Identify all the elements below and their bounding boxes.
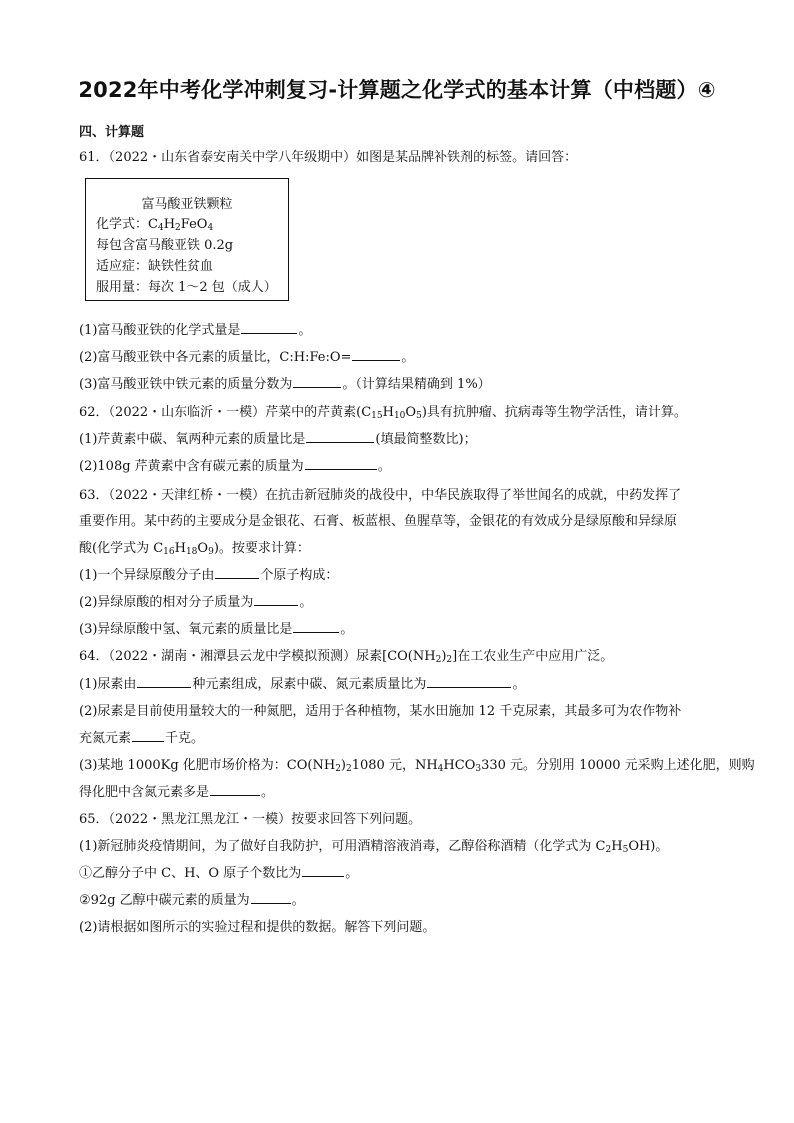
label-dosage: 服用量：每次 1～2 包（成人） — [96, 280, 277, 295]
question-64-stem: 64．（2022・湖南・湘潭县云龙中学模拟预测）尿素$[CO(NH_2)_2]$在工农业生产中应用广泛。 — [79, 649, 614, 665]
question-61-part-1: (1)富马酸亚铁的化学式量是 。 — [79, 323, 312, 338]
question-63-line-3: 酸(化学式为 $C_{16}H_{18}O_9$)。按要求计算： — [79, 541, 310, 557]
answer-blank[interactable] — [305, 457, 377, 470]
question-64-part-1: (1)尿素由 种元素组成，尿素中碳、氮元素质量比为 。 — [79, 677, 526, 692]
answer-blank[interactable] — [210, 783, 260, 796]
answer-blank[interactable] — [293, 620, 339, 633]
answer-blank[interactable] — [137, 675, 191, 688]
label-content: 每包含富马酸亚铁 0.2g — [96, 238, 234, 253]
question-63-part-3: (3)异绿原酸中氢、氧元素的质量比是 。 — [79, 622, 354, 637]
answer-blank[interactable] — [251, 891, 291, 904]
answer-blank[interactable] — [352, 348, 400, 361]
question-64-part-2-line-1: (2)尿素是目前使用量较大的一种氮肥，适用于各种植物，某水田施加 12 千克尿素，其最多可为农作物补 — [79, 704, 682, 719]
question-64-part-3-line-2: 得化肥中含氮元素多是 。 — [79, 785, 275, 800]
question-61-part-3: (3)富马酸亚铁中铁元素的质量分数为 。（计算结果精确到 1%） — [79, 377, 491, 392]
answer-blank[interactable] — [215, 566, 259, 579]
question-61-part-2: (2)富马酸亚铁中各元素的质量比，C:H:Fe:O= 。 — [79, 350, 415, 365]
question-65-sub-2: ②92g 乙醇中碳元素的质量为 。 — [79, 893, 305, 908]
question-62-part-2: (2)108g 芹黄素中含有碳元素的质量为 。 — [79, 459, 391, 474]
question-64-part-2-line-2: 充氮元素 千克。 — [79, 731, 205, 746]
question-61-stem: 61．（2022・山东省泰安南关中学八年级期中）如图是某品牌补铁剂的标签。请回答： — [79, 150, 578, 165]
question-62-part-1: (1)芹黄素中碳、氧两种元素的质量比是 (填最简整数比)； — [79, 432, 477, 447]
question-63-line-2: 重要作用。某中药的主要成分是金银花、石膏、板蓝根、鱼腥草等，金银花的有效成分是绿原酸和异绿原 — [79, 514, 678, 529]
question-63-part-1: (1)一个异绿原酸分子由 个原子构成： — [79, 568, 339, 583]
page-title: 2022年中考化学冲刺复习-计算题之化学式的基本计算（中档题）④ — [78, 78, 716, 102]
question-65-part-1: (1)新冠肺炎疫情期间，为了做好自我防护，可用酒精溶液消毒，乙醇俗称酒精（化学式为 $C_2H_5OH$)。 — [79, 839, 669, 855]
answer-blank[interactable] — [254, 593, 298, 606]
question-63-part-2: (2)异绿原酸的相对分子质量为 。 — [79, 595, 313, 610]
answer-blank[interactable] — [427, 675, 511, 688]
question-65-sub-1: ①乙醇分子中 C、H、O 原子个数比为 。 — [79, 866, 359, 881]
supplement-label-box — [85, 178, 289, 301]
answer-blank[interactable] — [293, 375, 341, 388]
question-63-line-1: 63．（2022・天津红桥・一模）在抗击新冠肺炎的战役中，中华民族取得了举世闻名的成就，中药发挥了 — [79, 488, 682, 503]
question-65-stem: 65．（2022・黑龙江黑龙江・一模）按要求回答下列问题。 — [79, 812, 422, 827]
answer-blank[interactable] — [132, 729, 164, 742]
section-heading: 四、计算题 — [79, 125, 145, 140]
answer-blank[interactable] — [302, 864, 344, 877]
label-product-name: 富马酸亚铁颗粒 — [141, 197, 233, 212]
label-formula: 化学式：$C_4H_2FeO_4$ — [96, 217, 214, 233]
answer-blank[interactable] — [241, 321, 297, 334]
question-62-stem: 62．（2022・山东临沂・一模）芹菜中的芹黄素$(C_{15}H_{10}O_5)$具有抗肿瘤、抗病毒等生物学活性，请计算。 — [79, 405, 687, 421]
question-64-part-3-line-1: (3)某地 1000Kg 化肥市场价格为：$CO(NH_2)_21080$ 元，$NH_4HCO_3330$ 元。分别用 10000 元采购上述化肥，则购 — [79, 758, 755, 774]
label-indication: 适应症：缺铁性贫血 — [96, 259, 214, 274]
question-65-part-2: (2)请根据如图所示的实验过程和提供的数据。解答下列问题。 — [79, 920, 436, 935]
answer-blank[interactable] — [306, 430, 374, 443]
